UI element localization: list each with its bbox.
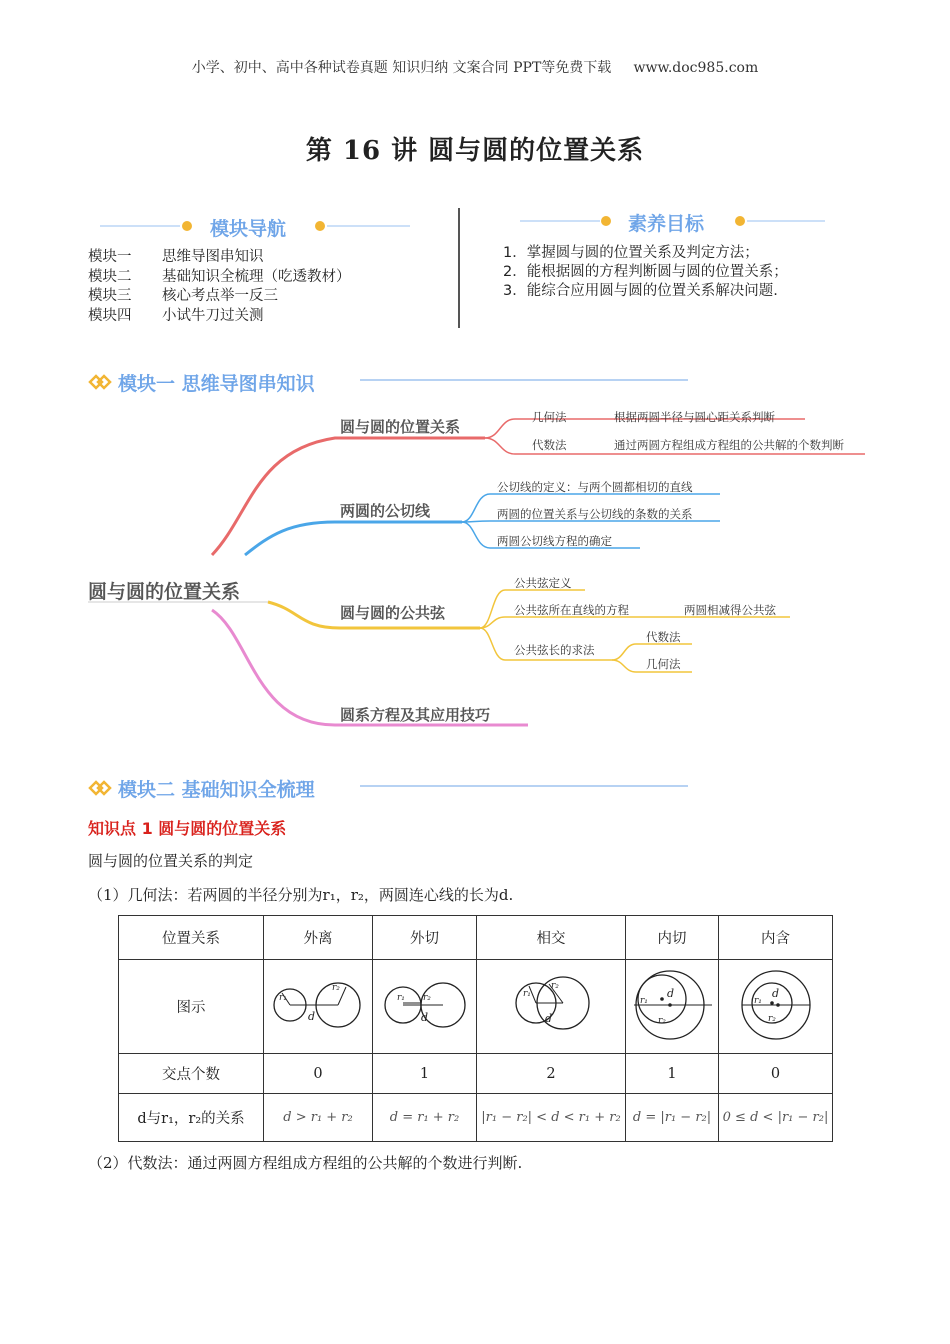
svg-text:d: d: [771, 986, 779, 1000]
mindmap-branch-chord: 圆与圆的公共弦: [340, 604, 446, 622]
module2-title: 模块二 基础知识全梳理: [118, 779, 315, 801]
knowledge-point-title: 知识点 1 圆与圆的位置关系: [88, 819, 287, 838]
mindmap-root: 圆与圆的位置关系: [88, 581, 241, 603]
diagram-separate: [264, 960, 373, 1054]
kp-subtitle: 圆与圆的位置关系的判定: [88, 852, 254, 870]
nav-item: 模块一 思维导图串知识: [88, 249, 264, 265]
goals-title: 素养目标: [628, 213, 705, 235]
table-cell: 2: [477, 1054, 626, 1094]
table-row: [119, 1094, 833, 1142]
lecture-title: 第 16 讲 圆与圆的位置关系: [305, 136, 645, 166]
diagram-internally-tangent: [626, 960, 719, 1054]
svg-text:r₂: r₂: [332, 982, 340, 993]
column-divider: [458, 208, 460, 328]
algebra-method-text: （2）代数法：通过两圆方程组成方程组的公共解的个数进行判断.: [88, 1154, 523, 1172]
svg-text:r₂: r₂: [422, 992, 431, 1003]
table-row: [119, 1054, 833, 1094]
table-cell: d > r₁ + r₂: [264, 1094, 373, 1142]
table-header-cell: 外离: [264, 916, 373, 960]
svg-text:d: d: [420, 1010, 428, 1024]
table-cell: d = |r₁ − r₂|: [626, 1094, 719, 1142]
table-cell: d = r₁ + r₂: [373, 1094, 477, 1142]
mindmap-branch-position: 圆与圆的位置关系: [340, 418, 461, 436]
mindmap-node: 两圆公切线方程的确定: [497, 534, 612, 548]
table-header-cell: 内切: [626, 916, 719, 960]
table-row: [119, 960, 833, 1054]
table-header-cell: 相交: [477, 916, 626, 960]
mindmap-node: 公共弦定义: [514, 576, 572, 590]
mindmap-node: 两圆相减得公共弦: [684, 603, 776, 617]
table-header-cell: 内含: [719, 916, 833, 960]
mindmap-node: 代数法: [646, 630, 681, 644]
mindmap-node: 几何法: [646, 657, 681, 671]
nav-list: [88, 248, 351, 326]
nav-title: 模块导航: [210, 218, 287, 240]
svg-text:r₁: r₁: [279, 992, 287, 1003]
mindmap-node: 公共弦所在直线的方程: [514, 603, 629, 617]
mindmap-branch-family: 圆系方程及其应用技巧: [340, 706, 491, 724]
header-text: 小学、初中、高中各种试卷真题 知识归纳 文案合同 PPT等免费下载: [191, 60, 612, 76]
svg-text:d: d: [667, 986, 675, 1000]
svg-text:r₂: r₂: [551, 980, 559, 991]
table-label-cell: 图示: [119, 960, 264, 1054]
mindmap-branch-tangent: 两圆的公切线: [340, 502, 431, 520]
table-header-cell: 位置关系: [119, 916, 264, 960]
table-cell: 0: [264, 1054, 373, 1094]
geometry-method-text: （1）几何法：若两圆的半径分别为r₁，r₂，两圆连心线的长为d.: [88, 886, 514, 904]
table-cell: 0 ≤ d < |r₁ − r₂|: [719, 1094, 833, 1142]
mindmap-node: 几何法: [532, 410, 567, 424]
goals-list: [503, 244, 788, 301]
module1-title: 模块一 思维导图串知识: [118, 373, 315, 395]
diagram-externally-tangent: [373, 960, 477, 1054]
mindmap-node: 公共弦长的求法: [514, 643, 595, 657]
table-cell: 1: [373, 1054, 477, 1094]
mindmap-node: 根据两圆半径与圆心距关系判断: [614, 410, 775, 424]
nav-item: 模块二 基础知识全梳理（吃透教材）: [88, 268, 351, 285]
site-header: [0, 57, 950, 77]
svg-text:r₂: r₂: [658, 1015, 666, 1026]
table-label-cell: 交点个数: [119, 1054, 264, 1094]
table-cell: 1: [626, 1054, 719, 1094]
nav-item: 模块四 小试牛刀过关测: [88, 307, 264, 324]
goal-item: 1．掌握圆与圆的位置关系及判定方法；: [503, 245, 759, 261]
header-site: www.doc985.com: [633, 60, 759, 76]
goal-item: 2．能根据圆的方程判断圆与圆的位置关系；: [503, 264, 788, 280]
goal-item: 3．能综合应用圆与圆的位置关系解决问题.: [503, 283, 778, 299]
mindmap-node: 公切线的定义：与两个圆都相切的直线: [497, 480, 693, 494]
table-label-cell: d与r₁，r₂的关系: [119, 1094, 264, 1142]
diagram-intersecting: [477, 960, 626, 1054]
mindmap-node: 两圆的位置关系与公切线的条数的关系: [497, 507, 693, 521]
svg-text:r₂: r₂: [767, 1013, 776, 1024]
svg-text:d: d: [308, 1009, 316, 1023]
relation-table: [118, 915, 833, 1142]
svg-text:r₁: r₁: [396, 992, 405, 1003]
mindmap-node: 通过两圆方程组成方程组的公共解的个数判断: [614, 438, 844, 452]
svg-text:r₁: r₁: [523, 988, 531, 999]
table-cell: |r₁ − r₂| < d < r₁ + r₂: [477, 1094, 626, 1142]
svg-text:d: d: [545, 1011, 553, 1025]
nav-item: 模块三 核心考点举一反三: [88, 288, 278, 304]
mindmap-node: 代数法: [532, 438, 567, 452]
table-cell: 0: [719, 1054, 833, 1094]
table-header-cell: 外切: [373, 916, 477, 960]
diagram-containing: [719, 960, 833, 1054]
svg-text:r₁: r₁: [753, 995, 762, 1006]
table-row: [119, 916, 833, 960]
svg-text:r₁: r₁: [640, 995, 648, 1006]
